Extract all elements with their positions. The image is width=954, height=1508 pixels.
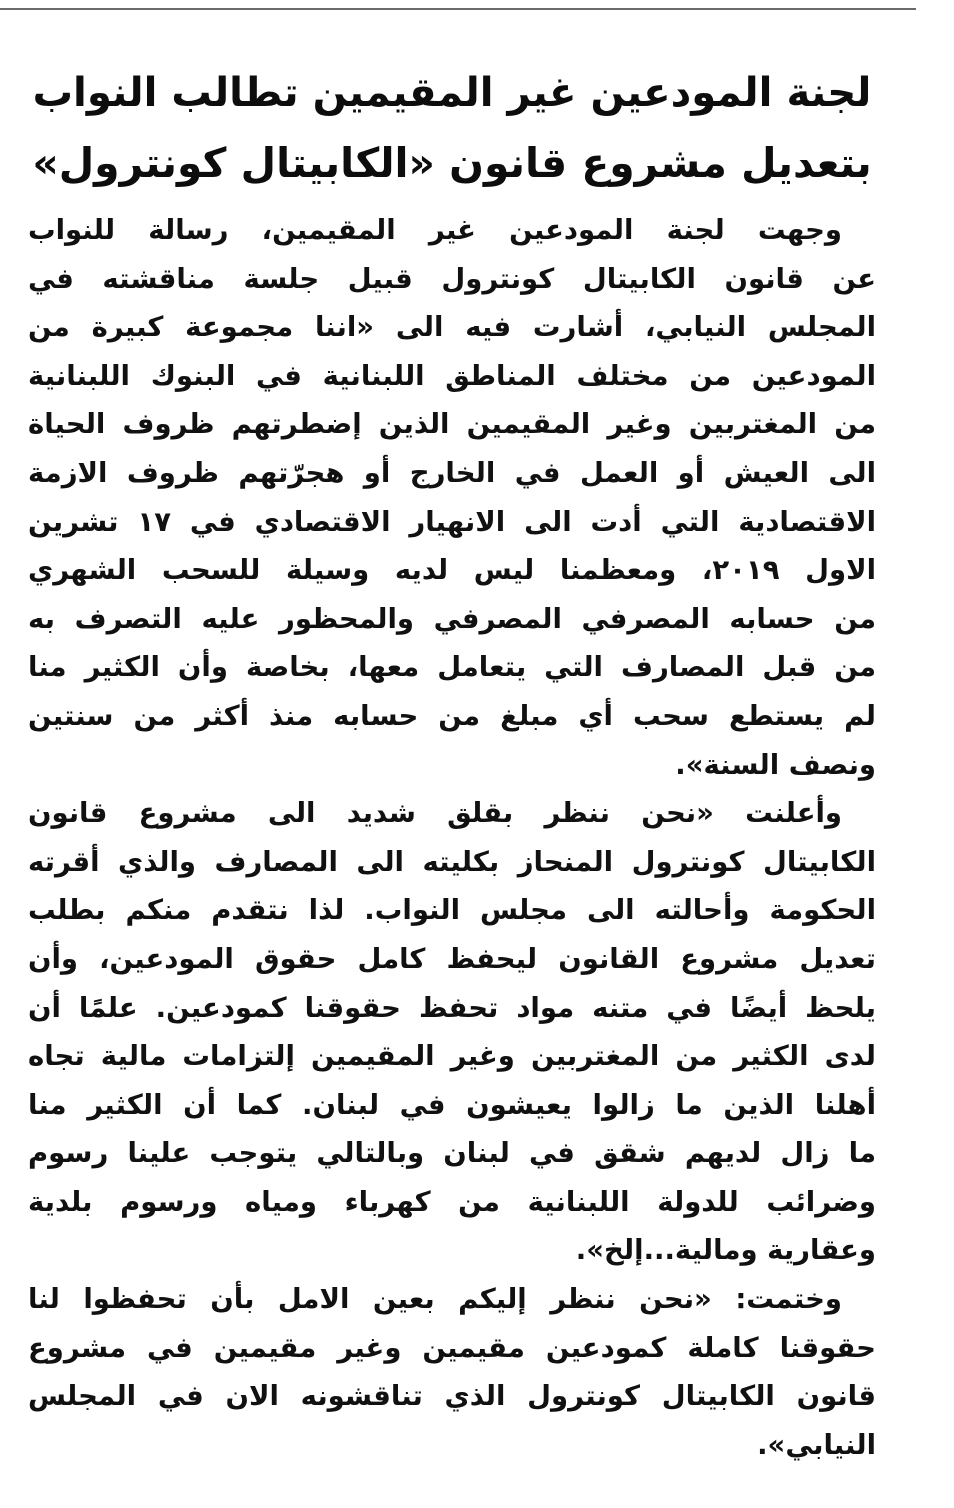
body-line: تعديل مشروع القانون ليحفظ كامل حقوق المودعين، وأن [28, 942, 876, 975]
body-line: من المغتربين وغير المقيمين الذين إضطرتهم ظروف الحياة [28, 408, 876, 441]
body-line: وأعلنت «نحن ننظر بقلق شديد الى مشروع قانون [28, 797, 842, 830]
body-line: الى العيش أو العمل في الخارج أو هجرّتهم ظروف الازمة [28, 456, 876, 489]
top-rule [0, 8, 916, 10]
body-line: المجلس النيابي، أشارت فيه الى «اننا مجموعة كبيرة من [28, 311, 876, 344]
body-line: المودعين من مختلف المناطق اللبنانية في البنوك اللبنانية [28, 359, 876, 392]
body-line: الكابيتال كونترول المنحاز بكليته الى المصارف والذي أقرته [28, 845, 876, 878]
body-line: الاقتصادية التي أدت الى الانهيار الاقتصادي في ١٧ تشرين [28, 505, 876, 538]
headline-line: لجنة المودعين غير المقيمين تطالب النواب [32, 70, 872, 116]
body-line: من حسابه المصرفي المصرفي والمحظور عليه التصرف به [28, 602, 876, 635]
body-line: من قبل المصارف التي يتعامل معها، بخاصة وأن الكثير منا [28, 651, 876, 684]
body-line: الاول ٢٠١٩، ومعظمنا ليس لديه وسيلة للسحب الشهري [28, 554, 876, 587]
article-body [28, 206, 876, 1469]
headline [28, 58, 876, 198]
body-line: قانون الكابيتال كونترول الذي تناقشونه الان في المجلس [28, 1380, 876, 1413]
body-line: الحكومة وأحالته الى مجلس النواب. لذا نتقدم منكم بطلب [28, 894, 876, 927]
paragraph-3 [28, 1275, 876, 1469]
body-line: عن قانون الكابيتال كونترول قبيل جلسة مناقشته في [28, 262, 876, 295]
body-line: وعقارية ومالية...إلخ». [575, 1234, 876, 1267]
body-line: وختمت: «نحن ننظر إليكم بعين الامل بأن تحفظوا لنا [28, 1283, 842, 1316]
body-line: حقوقنا كاملة كمودعين مقيمين وغير مقيمين في مشروع [28, 1331, 876, 1364]
body-line: يلحظ أيضًا في متنه مواد تحفظ حقوقنا كمودعين. علمًا أن [28, 991, 876, 1024]
body-line: وضرائب للدولة اللبنانية من كهرباء ومياه ورسوم بلدية [28, 1185, 876, 1218]
body-line: أهلنا الذين ما زالوا يعيشون في لبنان. كما أن الكثير منا [28, 1088, 876, 1121]
body-line: لم يستطع سحب أي مبلغ من حسابه منذ أكثر من سنتين [28, 699, 876, 732]
body-line: النيابي». [757, 1428, 876, 1461]
paragraph-1 [28, 206, 876, 789]
paragraph-2 [28, 789, 876, 1275]
body-line: ونصف السنة». [675, 748, 876, 781]
headline-line: بتعديل مشروع قانون «الكابيتال كونترول» [32, 139, 872, 187]
article [28, 58, 876, 1469]
body-line: وجهت لجنة المودعين غير المقيمين، رسالة للنواب [28, 214, 842, 246]
body-line: لدى الكثير من المغتربين وغير المقيمين إلتزامات مالية تجاه [28, 1040, 876, 1073]
body-line: ما زال لديهم شقق في لبنان وبالتالي يتوجب علينا رسوم [28, 1137, 876, 1170]
